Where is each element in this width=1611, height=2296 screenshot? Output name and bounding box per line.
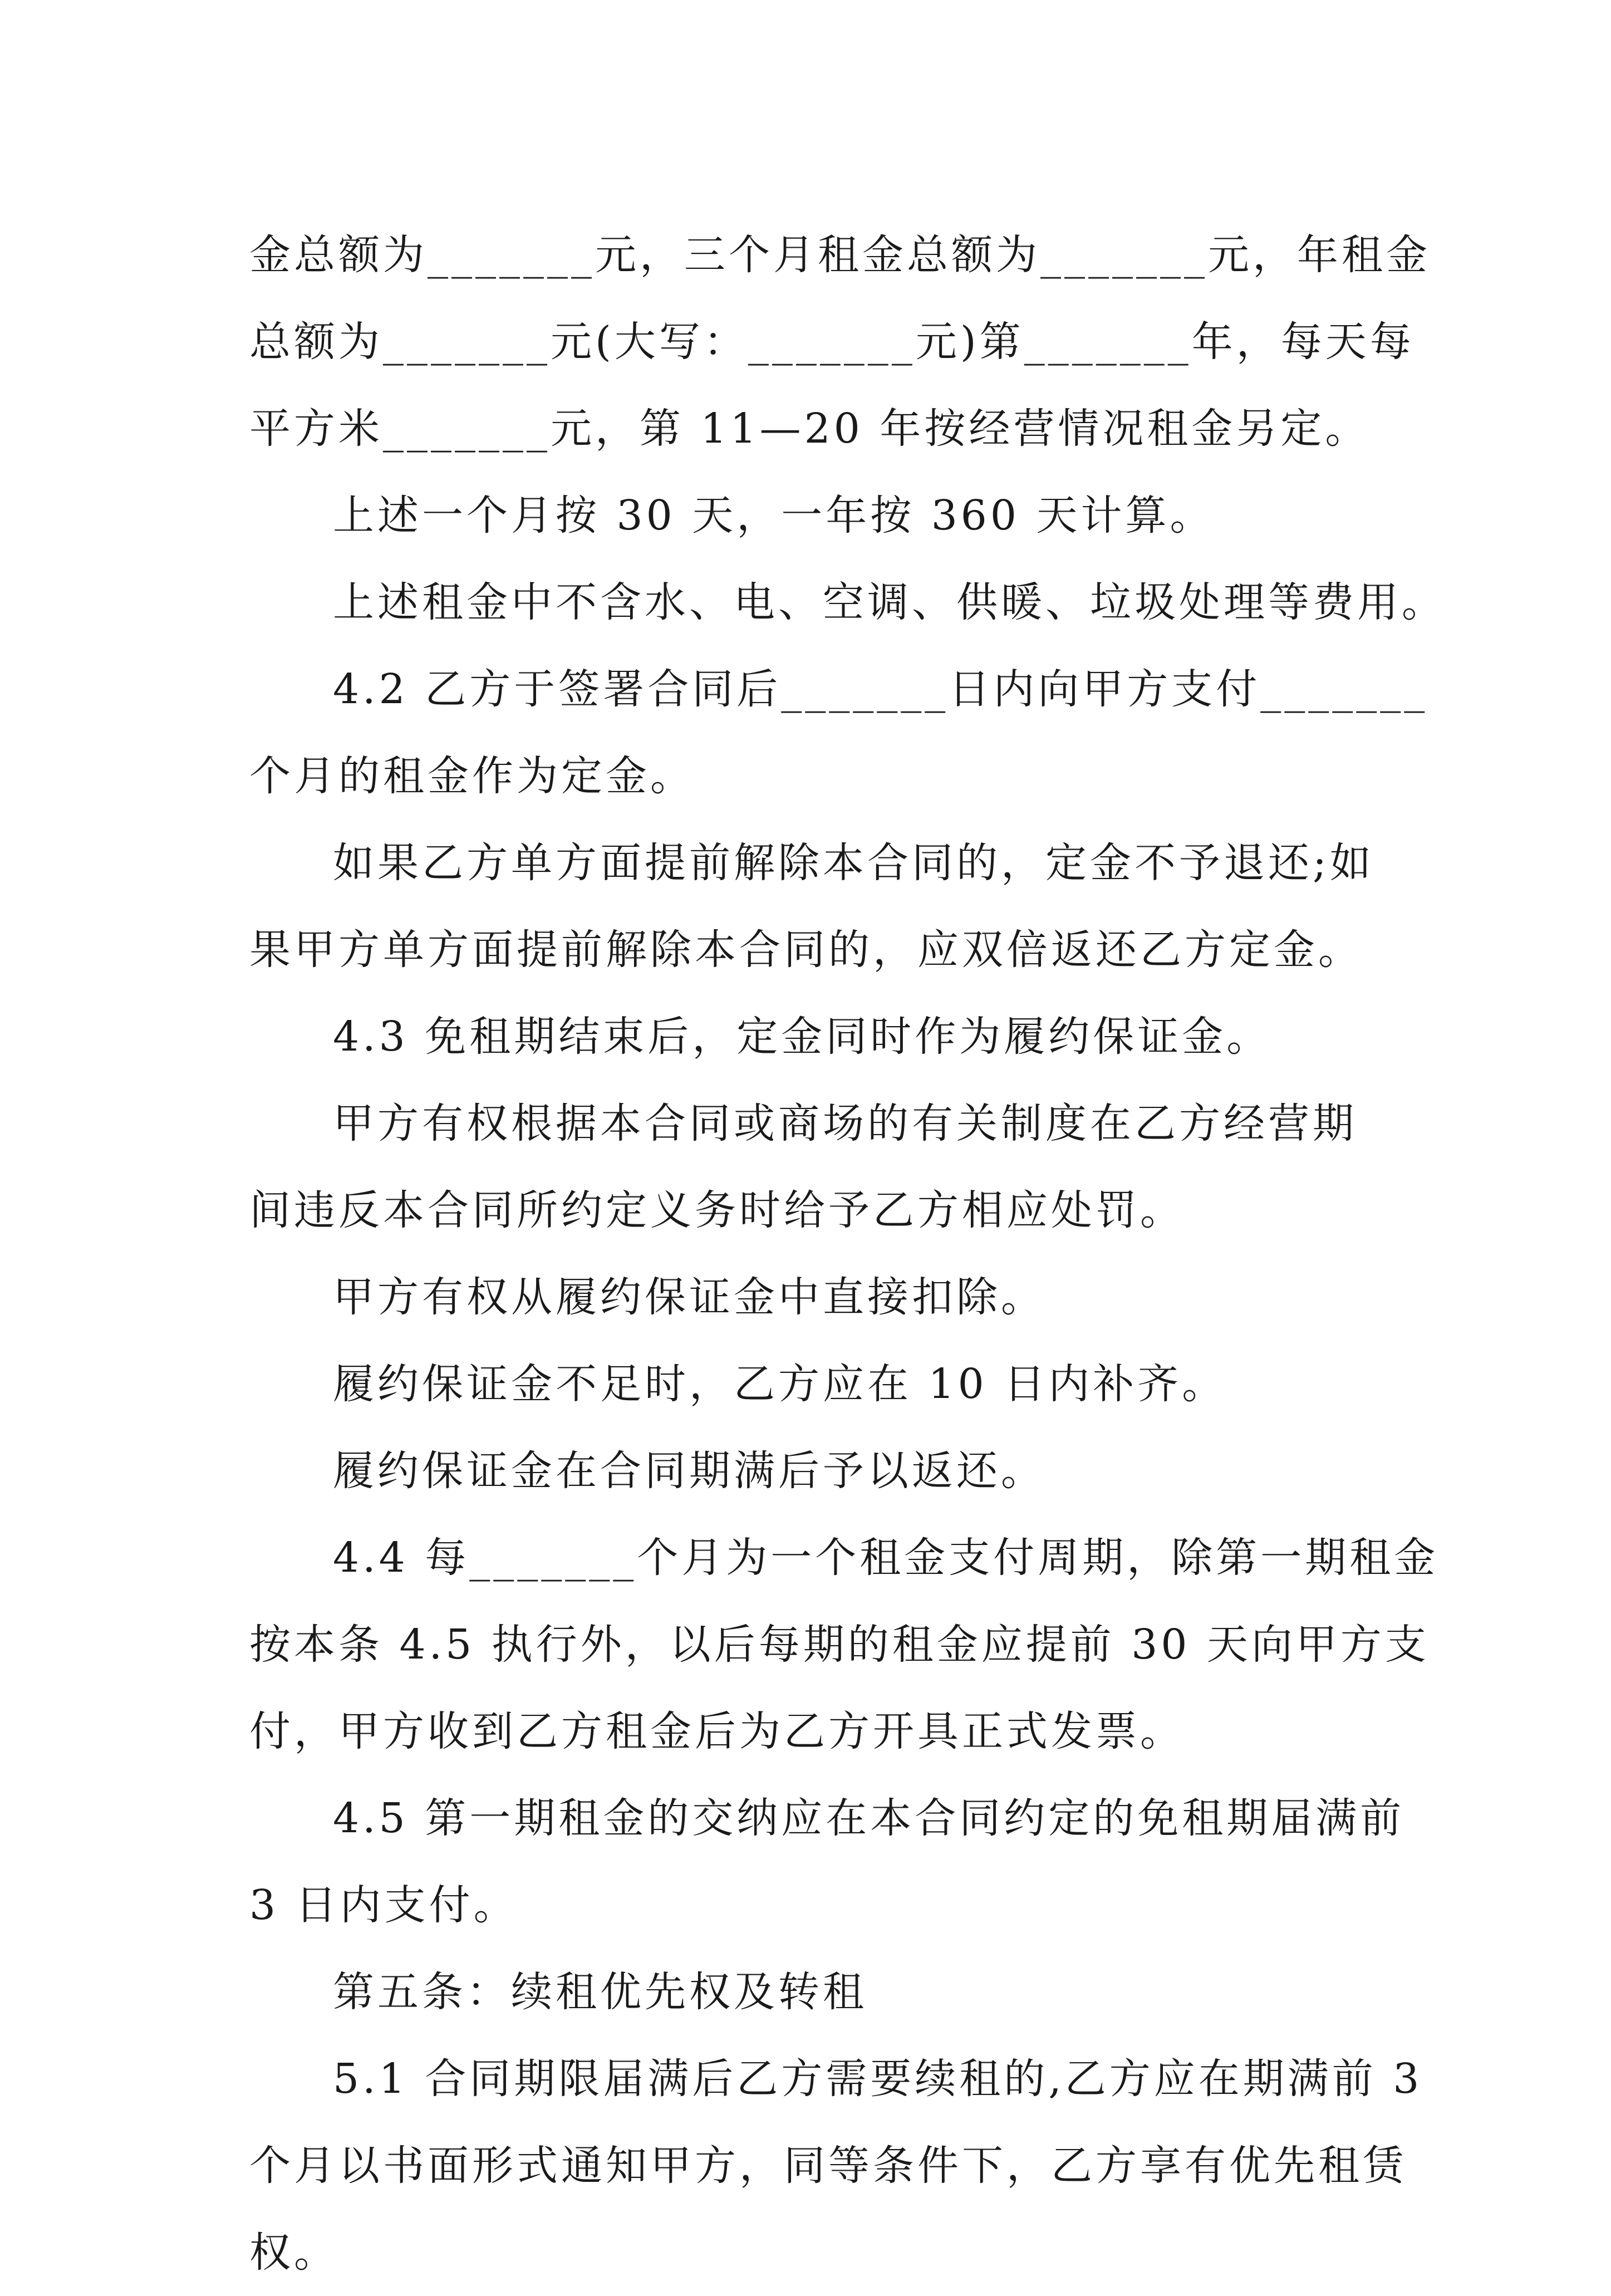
text-line-9: 果甲方单方面提前解除本合同的，应双倍返还乙方定金。 — [249, 926, 1363, 974]
text-line-12: 间违反本合同所约定义务时给予乙方相应处罚。 — [249, 1186, 1185, 1234]
clause-5-1-line-2: 个月以书面形式通知甲方，同等条件下，乙方享有优先租赁 — [249, 2142, 1407, 2190]
text-line-2: 总额为_______元(大写：_______元)第_______年，每天每 — [249, 318, 1414, 366]
clause-4-4-line-3: 付，甲方收到乙方租金后为乙方开具正式发票。 — [249, 1708, 1185, 1755]
text-line-14: 履约保证金不足时，乙方应在 10 日内补齐。 — [333, 1360, 1227, 1408]
text-line-1: 金总额为_______元，三个月租金总额为_______元，年租金 — [249, 231, 1431, 279]
text-line-3: 平方米_______元，第 11—20 年按经营情况租金另定。 — [249, 405, 1370, 453]
text-line-4: 上述一个月按 30 天，一年按 360 天计算。 — [333, 492, 1215, 539]
clause-4-2-line-2: 个月的租金作为定金。 — [249, 752, 695, 800]
clause-5-1-line-1: 5.1 合同期限届满后乙方需要续租的,乙方应在期满前 3 — [333, 2055, 1423, 2103]
clause-4-2-line-1: 4.2 乙方于签署合同后_______日内向甲方支付_______ — [333, 665, 1428, 713]
clause-4-5-line-2: 3 日内支付。 — [249, 1881, 518, 1929]
clause-4-3-line: 4.3 免租期结束后，定金同时作为履约保证金。 — [333, 1013, 1271, 1061]
article-5-heading: 第五条：续租优先权及转租 — [333, 1968, 867, 2016]
text-line-5: 上述租金中不含水、电、空调、供暖、垃圾处理等费用。 — [333, 578, 1446, 626]
text-line-11: 甲方有权根据本合同或商场的有关制度在乙方经营期 — [333, 1100, 1357, 1147]
text-line-15: 履约保证金在合同期满后予以返还。 — [333, 1447, 1045, 1495]
clause-5-1-line-3: 权。 — [249, 2229, 338, 2277]
text-line-8: 如果乙方单方面提前解除本合同的，定金不予退还;如 — [333, 839, 1374, 887]
document-body — [249, 212, 1446, 2296]
clause-4-4-line-2: 按本条 4.5 执行外，以后每期的租金应提前 30 天向甲方支 — [249, 1621, 1430, 1669]
clause-4-5-line-1: 4.5 第一期租金的交纳应在本合同约定的免租期届满前 — [333, 1794, 1405, 1842]
clause-4-4-line-1: 4.4 每_______个月为一个租金支付周期，除第一期租金 — [333, 1534, 1439, 1582]
text-line-13: 甲方有权从履约保证金中直接扣除。 — [333, 1273, 1045, 1321]
